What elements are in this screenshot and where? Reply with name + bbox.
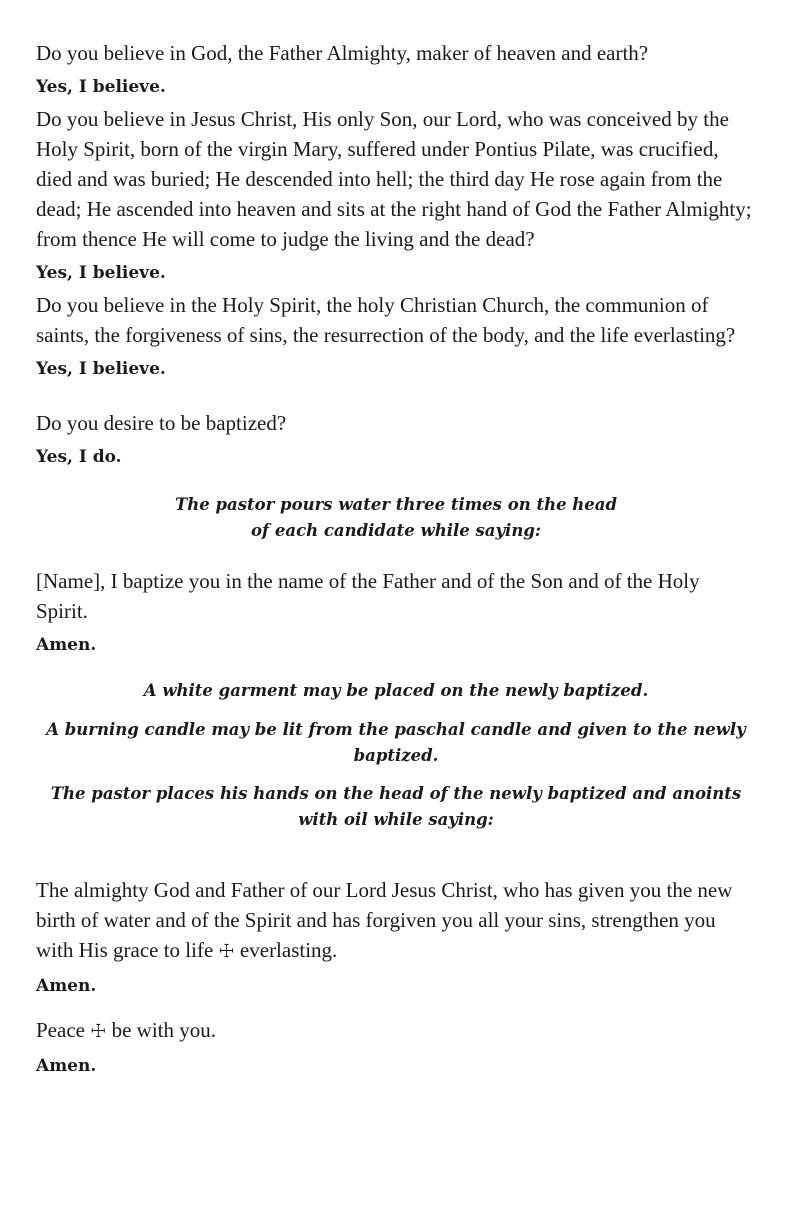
- creed-question-son: Do you believe in Jesus Christ, His only Son, our Lord, who was conceived by the Holy Spirit, born of the virgin Mary, suffered under Pontius Pilate, was crucified, died and was buried; He descended into hell; the third day He rose again from the dead; He ascended into heaven and sits at the right hand of God the Father Almighty; from thence He will come to judge the living and the dead?: [36, 107, 752, 251]
- baptism-rite-page: [36, 38, 756, 1083]
- creed-response-father: Yes, I believe.: [36, 77, 166, 97]
- blessing-text-part1: The almighty God and Father of our Lord Jesus Christ, who has given you the new birth of water and of the Spirit and has forgiven you all your sins, strengthen you with His grace to life: [36, 878, 733, 962]
- rubric-pour-water: [36, 492, 756, 544]
- rubric-anointing: The pastor places his hands on the head of the newly baptized and anoints with oil while saying:: [50, 784, 742, 829]
- creed-response-spirit: Yes, I believe.: [36, 359, 166, 379]
- baptism-amen: Amen.: [36, 635, 97, 655]
- creed-question-spirit: Do you believe in the Holy Spirit, the holy Christian Church, the communion of saints, the forgiveness of sins, the resurrection of the body, and the life everlasting?: [36, 293, 736, 347]
- blessing-text: [36, 875, 756, 967]
- rubric-pour-line1: The pastor pours water three times on the head: [174, 495, 618, 514]
- peace-text-part1: Peace: [36, 1018, 85, 1042]
- desire-response: Yes, I do.: [36, 447, 122, 467]
- cross-icon: ☩: [90, 1021, 107, 1042]
- peace-amen: Amen.: [36, 1056, 97, 1076]
- peace-text-part2: be with you.: [111, 1018, 217, 1042]
- cross-icon: ☩: [218, 941, 235, 962]
- blessing-amen: Amen.: [36, 976, 97, 996]
- rubric-white-garment: A white garment may be placed on the newly baptized.: [143, 681, 649, 700]
- baptism-formula: [Name], I baptize you in the name of the Father and of the Son and of the Holy Spirit.: [36, 569, 700, 623]
- desire-question: Do you desire to be baptized?: [36, 411, 287, 435]
- peace-text: [36, 1015, 756, 1047]
- rubric-pour-line2: of each candidate while saying:: [251, 521, 541, 540]
- creed-response-son: Yes, I believe.: [36, 263, 166, 283]
- creed-question-father: Do you believe in God, the Father Almighty, maker of heaven and earth?: [36, 41, 649, 65]
- rubric-burning-candle: A burning candle may be lit from the paschal candle and given to the newly baptized.: [46, 720, 746, 765]
- blessing-text-part2: everlasting.: [239, 938, 338, 962]
